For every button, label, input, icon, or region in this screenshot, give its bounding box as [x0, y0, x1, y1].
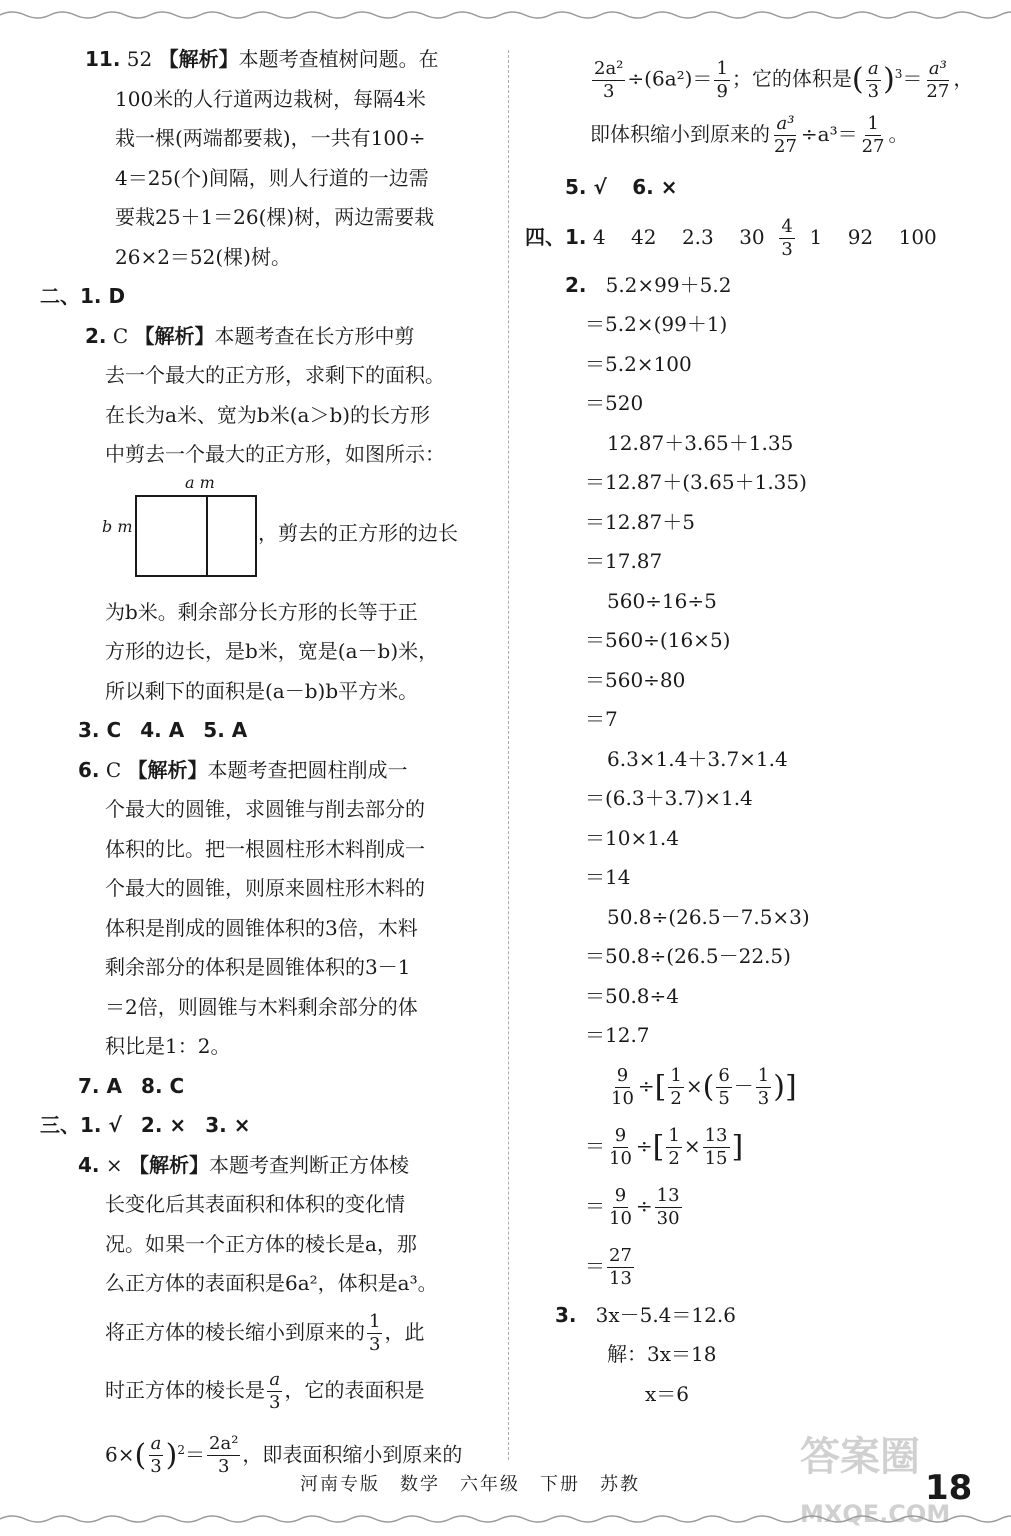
text: ÷a³＝	[800, 122, 858, 146]
text: 6×	[105, 1442, 135, 1467]
section-4-q1	[525, 208, 995, 266]
q4-line5	[40, 1304, 490, 1360]
fraction-one-third	[367, 1311, 382, 1356]
calc-2-c: ＝12.87＋5	[585, 509, 695, 534]
right-column	[525, 44, 995, 1414]
text: ，它的表面积是	[284, 1377, 425, 1402]
left-paren: (	[851, 62, 864, 98]
calc-1-c: ＝5.2×100	[585, 351, 692, 376]
calc-1-a	[525, 266, 995, 306]
denominator: 27	[861, 136, 885, 157]
calc-6-c: ＝ $\frac{9}{10}$ ÷ $\frac{13}{30}$	[585, 1184, 680, 1229]
left-bracket: [	[654, 1069, 667, 1104]
r-line2	[525, 104, 995, 164]
numerator: 13	[704, 1124, 728, 1146]
calc-5-b: ＝50.8÷(26.5－22.5)	[585, 944, 791, 968]
denominator: 30	[656, 1207, 680, 1229]
q3-line3: x＝6	[645, 1381, 690, 1406]
calc-2-a: 12.87＋3.65＋1.35	[607, 430, 794, 455]
right-paren: )	[165, 1437, 178, 1473]
page-number: 18	[925, 1468, 973, 1508]
text: ÷(6a²)＝	[627, 66, 713, 91]
q11-line2: 100米的人行道两边栽树，每隔4米	[115, 86, 426, 111]
question-number: 1.	[565, 224, 587, 249]
q11-line5: 要栽25＋1＝26(棵)树，两边需要栽	[115, 205, 435, 229]
denominator: 10	[609, 1147, 632, 1169]
calc-6-b: ＝ $\frac{9}{10}$ ÷[ $\frac{1}{2}$ × $\frac{13}{15}$ ]	[585, 1124, 744, 1169]
q11-line3: 栽一棵(两端都要栽)，一共有100÷	[115, 126, 426, 150]
denominator: 10	[611, 1087, 634, 1109]
numerator: 6	[718, 1064, 730, 1086]
fraction-a-third	[267, 1369, 282, 1414]
text: 时正方体的棱长是	[105, 1377, 265, 1402]
q11-line4: 4＝25(个)间隔，则人行道的一边需	[115, 165, 429, 190]
answer: C	[105, 757, 122, 782]
text: 本题考查把圆柱削成一	[207, 757, 408, 782]
calc-2-b: ＝12.87＋(3.65＋1.35)	[585, 470, 807, 494]
denominator: 2	[670, 1087, 682, 1109]
q4-line7: 6×( $\frac{a}{3}$ )$^2$＝ $\frac{\text{2a²}}{3}$ ，即表面积缩小到原来的	[105, 1433, 463, 1478]
answer-4: 4. A	[140, 718, 185, 742]
numerator: 1	[670, 1064, 682, 1086]
right-paren: )	[773, 1069, 785, 1104]
answer: C	[112, 323, 129, 348]
numerator: a	[269, 1368, 281, 1390]
denominator: 3	[867, 80, 880, 102]
q6-line3: 体积的比。把一根圆柱形木料削成一	[105, 836, 425, 861]
q11-line1	[40, 40, 490, 80]
fraction-a3-27	[772, 113, 799, 158]
analysis-tag: 【解析】	[127, 757, 208, 782]
r-line1: $\frac{\text{2a²}}{3}$ ÷(6a²)＝ $\frac{1}{9}$ ；它的体积是( $\frac{a}{3}$ )$^3$＝ $\frac{\text{a³}}{27}$ ，	[594, 57, 974, 102]
fraction-27-13	[607, 1245, 634, 1290]
answer-6: 6. ×	[632, 175, 678, 199]
fraction-9-10	[607, 1125, 634, 1170]
q2-line1	[40, 317, 490, 357]
section-label: 二、	[40, 284, 80, 308]
calc-5-d: ＝12.7	[585, 1023, 650, 1047]
fraction-1-2	[666, 1125, 681, 1170]
answer-5: 5. √	[565, 175, 607, 199]
equation: 3x－5.4＝12.6	[595, 1302, 736, 1327]
numerator: 2a²	[209, 1433, 239, 1455]
value: 30	[739, 224, 765, 249]
section-label: 四、	[525, 224, 565, 249]
right-bracket: ]	[784, 1069, 797, 1104]
numerator: 1	[716, 57, 728, 79]
q56-line	[525, 168, 995, 208]
numerator: 2a²	[594, 57, 624, 79]
calc-6-d: ＝ $\frac{27}{13}$	[585, 1244, 632, 1289]
analysis-tag: 【解析】	[158, 47, 239, 71]
analysis-tag: 【解析】	[129, 1152, 209, 1177]
denominator: 27	[774, 136, 797, 157]
section-3-line	[40, 1106, 490, 1146]
fraction-a3-27	[924, 58, 951, 103]
denominator: 27	[926, 80, 950, 102]
calc-2-d: ＝17.87	[585, 549, 663, 573]
question-number: 2.	[85, 323, 107, 348]
text: 本题考查植树问题。在	[238, 47, 439, 71]
text: 将正方体的棱长缩小到原来的	[105, 1319, 365, 1344]
fraction-1-2	[668, 1065, 683, 1110]
column-divider	[508, 50, 509, 1460]
numerator: 1	[369, 1310, 381, 1332]
calc-3-b: ＝560÷(16×5)	[585, 628, 731, 652]
q6-line1	[40, 751, 490, 791]
numerator: 1	[668, 1124, 680, 1146]
q4-line1	[40, 1146, 490, 1186]
left-bracket: [	[652, 1129, 665, 1164]
denominator: 9	[716, 80, 728, 102]
q78-line	[40, 1067, 490, 1107]
q2-line6: 为b米。剩余部分长方形的长等于正	[105, 599, 418, 624]
calc-3-a: 560÷16÷5	[607, 588, 717, 613]
numerator: 9	[614, 1124, 627, 1146]
fraction-9-10	[609, 1065, 636, 1110]
denominator: 3	[150, 1456, 162, 1478]
q4-line3: 况。如果一个正方体的棱长是a，那	[105, 1231, 417, 1256]
value: 1	[809, 224, 823, 249]
numerator: 13	[656, 1184, 680, 1206]
q6-line4: 个最大的圆锥，则原来圆柱形木料的	[105, 876, 425, 900]
value: 42	[631, 224, 657, 249]
question-number: 11.	[85, 47, 121, 71]
numerator: 9	[614, 1184, 627, 1206]
calc-4-c: ＝10×1.4	[585, 825, 680, 850]
denominator: 3	[217, 1456, 230, 1478]
bottom-wavy-border	[0, 1512, 1011, 1526]
footer-text: 河南专版 数学 六年级 下册 苏教	[300, 1474, 640, 1495]
answer-1: 1. √	[80, 1113, 122, 1137]
section-2-q1	[40, 277, 490, 317]
question-number: 2.	[565, 272, 587, 297]
expression: 5.2×99＋5.2	[605, 272, 732, 297]
q2-line2: 去一个最大的正方形，求剩下的面积。	[105, 363, 445, 387]
denominator: 2	[668, 1147, 680, 1169]
text: 本题考查判断正方体棱	[209, 1152, 409, 1177]
denominator: 10	[609, 1207, 632, 1229]
text: ；它的体积是	[731, 66, 852, 91]
fraction-one-ninth	[714, 58, 729, 103]
value: 2.3	[681, 224, 714, 249]
answer-3: 3. ×	[205, 1113, 251, 1137]
fraction-13-30	[655, 1185, 682, 1230]
q2-line8: 所以剩下的面积是(a－b)b平方米。	[105, 678, 419, 703]
numerator: a	[867, 57, 879, 79]
rectangle-diagram	[135, 495, 260, 579]
denominator: 13	[609, 1267, 632, 1289]
answer-2: 2. ×	[140, 1113, 187, 1137]
q6-line6: 剩余部分的体积是圆锥体积的3－1	[105, 955, 411, 979]
q2-line4: 中剪去一个最大的正方形，如图所示：	[105, 442, 445, 466]
q6-line8: 积比是1：2。	[105, 1034, 231, 1058]
q6-line5: 体积是削成的圆锥体积的3倍，木料	[105, 915, 418, 940]
rectangle-figure	[40, 472, 490, 593]
top-wavy-border	[0, 8, 1011, 22]
question-number: 6.	[78, 757, 100, 782]
calc-4-b: ＝(6.3＋3.7)×1.4	[585, 786, 753, 810]
numerator: a³	[776, 113, 795, 134]
figure-label-b: b m	[102, 516, 133, 536]
q3-line2: 解：3x＝18	[607, 1342, 717, 1366]
value: 4	[592, 224, 606, 249]
numerator: 27	[609, 1244, 632, 1266]
value: 92	[847, 224, 874, 249]
value: 100	[898, 224, 937, 249]
calc-3-c: ＝560÷80	[585, 667, 686, 692]
fraction-9-10	[607, 1185, 634, 1230]
text: 本题考查在长方形中剪	[214, 323, 415, 348]
answer-8: 8. C	[141, 1073, 185, 1098]
denominator: 5	[718, 1087, 730, 1109]
fraction-13-15	[703, 1125, 730, 1170]
text: ，即表面积缩小到原来的	[242, 1442, 463, 1467]
left-column	[40, 40, 490, 1480]
figure-label-a: a m	[185, 472, 215, 492]
answer: 52	[126, 47, 153, 71]
numerator: 1	[867, 113, 879, 134]
numerator: a³	[928, 57, 947, 79]
text: 。	[888, 122, 909, 146]
calc-1-d: ＝520	[585, 391, 644, 415]
calc-1-b: ＝5.2×(99＋1)	[585, 312, 728, 336]
numerator: 1	[757, 1064, 770, 1086]
answer: 1. D	[80, 284, 126, 308]
right-paren: )	[883, 62, 895, 98]
right-bracket: ]	[731, 1129, 744, 1164]
q4-line6	[40, 1360, 490, 1420]
q3-eq	[525, 1296, 995, 1336]
denominator: 3	[269, 1391, 281, 1413]
section-label: 三、	[40, 1113, 80, 1137]
fraction-6-5	[716, 1065, 731, 1110]
text: ，此	[384, 1319, 425, 1344]
q11-line6: 26×2＝52(棵)树。	[115, 244, 291, 269]
numerator: 4	[781, 215, 793, 237]
q4-line2: 长变化后其表面积和体积的变化情	[105, 1192, 405, 1216]
q2-line3: 在长为a米、宽为b米(a＞b)的长方形	[105, 402, 431, 427]
calc-4-a: 6.3×1.4＋3.7×1.4	[607, 746, 788, 771]
analysis-tag: 【解析】	[134, 323, 215, 348]
fraction-2a2-3	[207, 1433, 240, 1478]
numerator: a	[150, 1433, 162, 1455]
answer-5: 5. A	[203, 718, 248, 742]
q4-line4: 么正方体的表面积是6a²，体积是a³。	[105, 1271, 438, 1295]
left-paren: (	[702, 1069, 715, 1104]
question-number: 3.	[555, 1302, 577, 1327]
numerator: 9	[616, 1064, 629, 1086]
q345-line	[40, 711, 490, 751]
fraction-a-third	[866, 58, 881, 103]
watermark-url: MXQE.COM	[800, 1500, 951, 1528]
question-number: 4.	[78, 1152, 100, 1177]
fraction-a-third	[148, 1433, 163, 1478]
denominator: 3	[781, 238, 793, 260]
calc-6-a: $\frac{9}{10}$ ÷[ $\frac{1}{2}$ ×( $\frac{6}{5}$ － $\frac{1}{3}$ )]	[611, 1064, 797, 1109]
denominator: 3	[757, 1087, 770, 1109]
q2-line5: ，剪去的正方形的边长	[258, 520, 458, 545]
calc-4-d: ＝14	[585, 865, 631, 889]
calc-5-a: 50.8÷(26.5－7.5×3)	[607, 904, 810, 929]
fraction-2a2-3	[592, 58, 625, 103]
calc-3-d: ＝7	[585, 707, 618, 731]
fraction-one-27	[860, 113, 887, 158]
answer-7: 7. A	[78, 1073, 122, 1098]
q6-line7: ＝2倍，则圆锥与木料剩余部分的体	[105, 994, 418, 1019]
q2-line7: 方形的边长，是b米，宽是(a－b)米，	[105, 639, 439, 663]
fraction-1-3	[756, 1065, 771, 1110]
answer-3: 3. C	[78, 718, 122, 742]
fraction-four-thirds	[779, 216, 794, 261]
denominator: 3	[602, 80, 615, 102]
denominator: 15	[704, 1147, 728, 1169]
text: 即体积缩小到原来的	[590, 122, 770, 146]
denominator: 3	[369, 1333, 381, 1355]
answer: ×	[105, 1152, 123, 1177]
watermark-logo: 答案圈	[800, 1434, 920, 1480]
q6-line2: 个最大的圆锥，求圆锥与削去部分的	[105, 797, 425, 821]
left-paren: (	[134, 1437, 147, 1473]
calc-5-c: ＝50.8÷4	[585, 983, 680, 1008]
